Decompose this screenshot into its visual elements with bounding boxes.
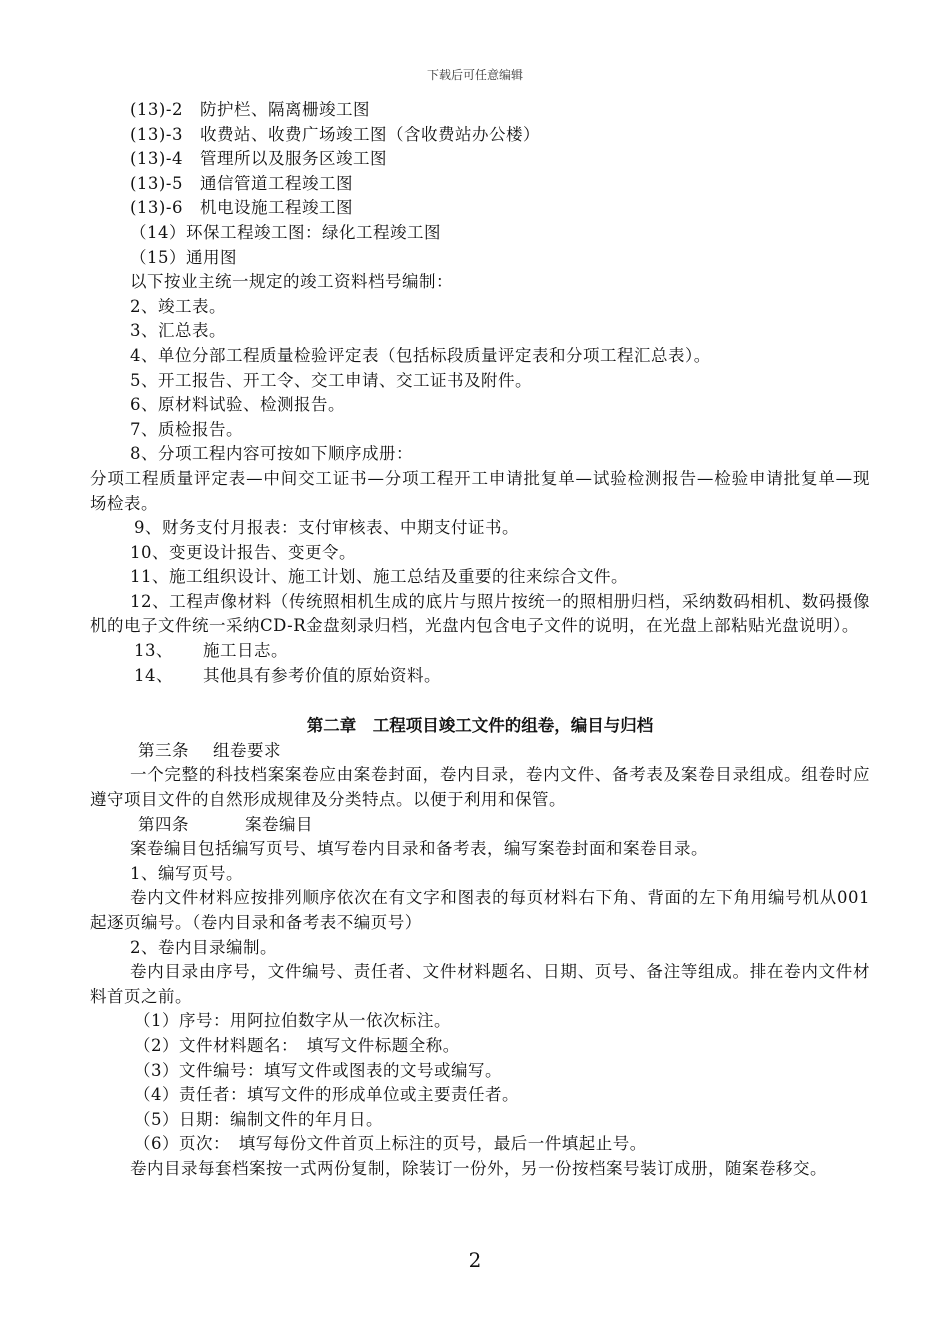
list-item: （6）页次： 填写每份文件首页上标注的页号，最后一件填起止号。 [134,1134,647,1154]
list-item: 6、原材料试验、检测报告。 [130,395,345,415]
list-item: 11、施工组织设计、施工计划、施工总结及重要的往来综合文件。 [130,567,628,587]
paragraph-article-3: 一个完整的科技档案案卷应由案卷封面，卷内目录，卷内文件、备考表及案卷目录组成。组卷时应遵守项目文件的自然形成规律及分类特点。以便于利用和保管。 [90,765,870,810]
paragraph-4-4: 2、卷内目录编制。 [130,937,277,957]
page-number: 2 [468,1248,482,1272]
list-item: 2、竣工表。 [130,296,226,316]
list-item: （3）文件编号：填写文件或图表的文号或编写。 [134,1060,502,1080]
list-item: 3、汇总表。 [130,321,226,341]
list-item: (13)-2 防护栏、隔离栅竣工图 [130,100,370,119]
list-item: （15）通用图 [130,247,237,267]
list-item-14 [90,664,870,689]
list-items-9-11 [90,516,870,590]
catalog-field-list [90,1009,870,1157]
list-item: (13)-6 机电设施工程竣工图 [130,198,353,218]
paragraph-4-1: 案卷编目包括编写页号、填写卷内目录和备考表，编写案卷封面和案卷目录。 [130,839,708,859]
paragraph-12: 12、工程声像材料（传统照相机生成的底片与照片按统一的照相册归档，采纳数码相机、数码摄像机的电子文件统一采纳CD-R金盘刻录归档，光盘内包含电子文件的说明，在光盘上部粘贴光盘说明）。 [90,591,870,636]
page-header: 下载后可任意编辑 [426,68,523,82]
list-item-13 [90,639,870,664]
article-3-heading [90,739,870,764]
article-3-number: 第三条 [138,740,189,760]
list-item: （14）环保工程竣工图：绿化工程竣工图 [130,222,441,242]
item-14-number: 14、 [134,665,173,685]
document-body [90,98,870,1182]
item-13-text: 施工日志。 [203,641,288,661]
list-item: （2）文件材料题名： 填写文件标题全称。 [134,1035,460,1055]
list-item: 以下按业主统一规定的竣工资料档号编制： [130,272,453,292]
article-4-number: 第四条 [138,814,189,834]
list-item: 9、财务支付月报表：支付审核表、中期支付证书。 [134,518,519,538]
paragraph-4-5: 卷内目录由序号，文件编号、责任者、文件材料题名、日期、页号、备注等组成。排在卷内文件材料首页之前。 [90,962,870,1006]
list-item: 8、分项工程内容可按如下顺序成册： [130,444,413,464]
list-item: (13)-4 管理所以及服务区竣工图 [130,149,387,169]
list-item: 10、变更设计报告、变更令。 [130,542,356,562]
article-4-heading [90,813,870,838]
item-14-text: 其他具有参考价值的原始资料。 [203,665,441,685]
chapter-title: 第二章 工程项目竣工文件的组卷，编目与归档 [306,716,654,736]
paragraph-8-detail: 分项工程质量评定表—中间交工证书—分项工程开工申请批复单—试验检测报告—检验申请批复单—现场检表。 [90,468,870,513]
list-item: (13)-3 收费站、收费广场竣工图（含收费站办公楼） [130,124,540,144]
list-item: (13)-5 通信管道工程竣工图 [130,173,353,193]
list-item: 4、单位分部工程质量检验评定表（包括标段质量评定表和分项工程汇总表）。 [130,345,711,365]
list-item: （4）责任者：填写文件的形成单位或主要责任者。 [134,1085,519,1105]
list-item: （5）日期：编制文件的年月日。 [134,1109,383,1129]
paragraph-4-2: 1、编写页号。 [130,863,243,883]
paragraph-last: 卷内目录每套档案按一式两份复制，除装订一份外，另一份按档案号装订成册，随案卷移交。 [130,1158,827,1178]
article-3-title: 组卷要求 [213,740,281,760]
list-item: 7、质检报告。 [130,419,243,439]
list-item: （1）序号：用阿拉伯数字从一依次标注。 [134,1011,451,1031]
item-13-number: 13、 [134,641,173,661]
drawing-list [90,98,870,467]
list-item: 5、开工报告、开工令、交工申请、交工证书及附件。 [130,370,532,390]
article-4-title: 案卷编目 [245,814,313,834]
paragraph-4-3: 卷内文件材料应按排列顺序依次在有文字和图表的每页材料右下角、背面的左下角用编号机从001起逐页编号。（卷内目录和备考表不编页号） [90,888,870,932]
